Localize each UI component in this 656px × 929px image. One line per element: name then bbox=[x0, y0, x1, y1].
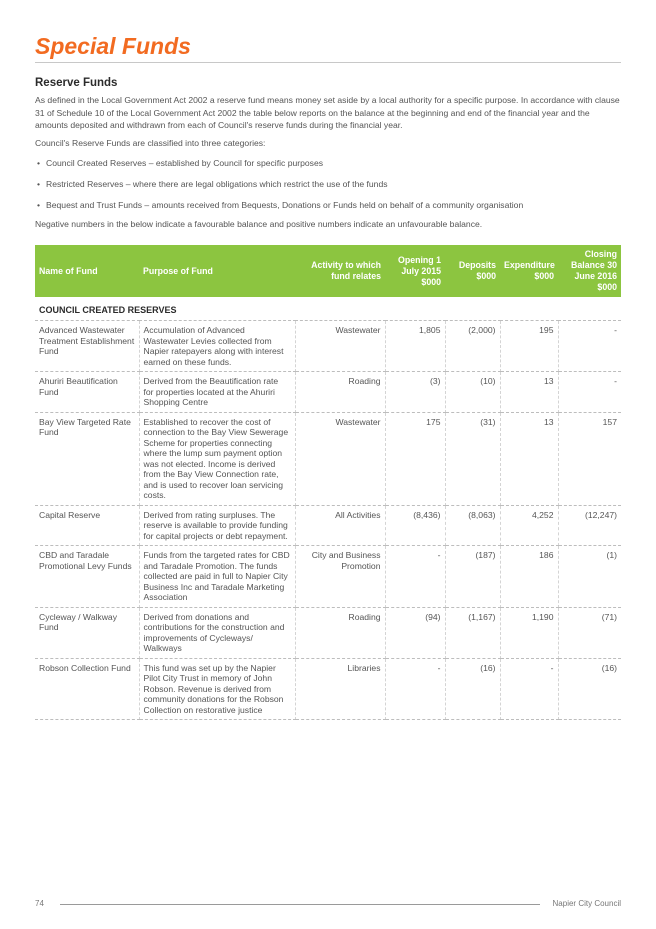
fund-closing: (12,247) bbox=[558, 505, 621, 546]
fund-activity: City and Business Promotion bbox=[295, 546, 385, 608]
reserve-funds-table bbox=[35, 245, 621, 720]
fund-deposits: (187) bbox=[445, 546, 500, 608]
bullet-text: Restricted Reserves – where there are legal obligations which restrict the use of the funds bbox=[46, 179, 388, 189]
fund-closing: - bbox=[558, 372, 621, 413]
table-row bbox=[35, 546, 621, 608]
col-header-expenditure: Expenditure $000 bbox=[500, 245, 558, 297]
footer-divider bbox=[60, 904, 540, 905]
fund-purpose: Derived from donations and contributions for the construction and improvements of Cycleways/ Walkways bbox=[139, 607, 295, 658]
bullet-item bbox=[37, 199, 606, 211]
fund-deposits: (2,000) bbox=[445, 321, 500, 372]
fund-purpose: This fund was set up by the Napier Pilot City Trust in memory of John Robson. Revenue is derived from community donations for the Robson Collection on restorative justice bbox=[139, 658, 295, 720]
fund-purpose: Accumulation of Advanced Wastewater Levies collected from Napier ratepayers along with interest earned on these funds. bbox=[139, 321, 295, 372]
fund-purpose: Derived from rating surpluses. The reserve is available to provide funding for capital projects or debt repayment. bbox=[139, 505, 295, 546]
section-heading: Reserve Funds bbox=[35, 77, 118, 89]
fund-activity: Roading bbox=[295, 372, 385, 413]
table-row bbox=[35, 372, 621, 413]
fund-opening: - bbox=[385, 546, 445, 608]
fund-opening: 1,805 bbox=[385, 321, 445, 372]
table-row bbox=[35, 321, 621, 372]
fund-purpose: Funds from the targeted rates for CBD and Taradale Promotion. The funds collected are paid in full to Napier City Business Inc and Taradale Marketing Association bbox=[139, 546, 295, 608]
sign-convention-note: Negative numbers in the below indicate a favourable balance and positive numbers indicate an unfavourable balance. bbox=[35, 219, 483, 229]
fund-closing: - bbox=[558, 321, 621, 372]
fund-opening: (8,436) bbox=[385, 505, 445, 546]
section-label: COUNCIL CREATED RESERVES bbox=[35, 297, 621, 321]
bullet-icon: • bbox=[37, 158, 41, 168]
col-header-deposits: Deposits $000 bbox=[445, 245, 500, 297]
fund-name: Advanced Wastewater Treatment Establishment Fund bbox=[35, 321, 139, 372]
fund-deposits: (31) bbox=[445, 412, 500, 505]
fund-name: Ahuriri Beautification Fund bbox=[35, 372, 139, 413]
fund-activity: Wastewater bbox=[295, 412, 385, 505]
fund-closing: (71) bbox=[558, 607, 621, 658]
bullet-text: Council Created Reserves – established by Council for specific purposes bbox=[46, 158, 324, 168]
fund-activity: All Activities bbox=[295, 505, 385, 546]
fund-expenditure: 195 bbox=[500, 321, 558, 372]
fund-expenditure: 13 bbox=[500, 372, 558, 413]
intro-paragraph: As defined in the Local Government Act 2002 a reserve fund means money set aside by a local authority for a specific purpose. In accordance with clause 31 of Schedule 10 of the Local Government Act 2002 the table below reports on the balance at the beginning and end of the financial year and the amounts deposited and withdrawn from each of Council's reserve funds during the financial year. bbox=[35, 95, 620, 130]
fund-expenditure: 1,190 bbox=[500, 607, 558, 658]
bullet-item bbox=[37, 157, 606, 169]
fund-deposits: (10) bbox=[445, 372, 500, 413]
fund-closing: (16) bbox=[558, 658, 621, 720]
fund-opening: 175 bbox=[385, 412, 445, 505]
fund-activity: Wastewater bbox=[295, 321, 385, 372]
col-header-closing: Closing Balance 30 June 2016 $000 bbox=[558, 245, 621, 297]
fund-opening: - bbox=[385, 658, 445, 720]
fund-activity: Libraries bbox=[295, 658, 385, 720]
col-header-purpose: Purpose of Fund bbox=[139, 245, 295, 297]
fund-expenditure: 13 bbox=[500, 412, 558, 505]
fund-closing: 157 bbox=[558, 412, 621, 505]
footer-org: Napier City Council bbox=[552, 899, 621, 908]
table-row bbox=[35, 412, 621, 505]
fund-opening: (94) bbox=[385, 607, 445, 658]
bullet-icon: • bbox=[37, 179, 41, 189]
table-header-row bbox=[35, 245, 621, 297]
fund-expenditure: - bbox=[500, 658, 558, 720]
fund-expenditure: 4,252 bbox=[500, 505, 558, 546]
fund-name: Bay View Targeted Rate Fund bbox=[35, 412, 139, 505]
fund-deposits: (1,167) bbox=[445, 607, 500, 658]
fund-purpose: Derived from the Beautification rate for properties located at the Ahuriri Shopping Centre bbox=[139, 372, 295, 413]
bullet-item bbox=[37, 178, 606, 190]
fund-name: CBD and Taradale Promotional Levy Funds bbox=[35, 546, 139, 608]
fund-purpose: Established to recover the cost of connection to the Bay View Sewerage Scheme for properties connecting where the lump sum payment option was not elected. Income is derived from the Bay View Connection rate, and is used to recover loan servicing costs. bbox=[139, 412, 295, 505]
fund-closing: (1) bbox=[558, 546, 621, 608]
page-number: 74 bbox=[35, 899, 44, 908]
fund-deposits: (16) bbox=[445, 658, 500, 720]
fund-name: Robson Collection Fund bbox=[35, 658, 139, 720]
col-header-name: Name of Fund bbox=[35, 245, 139, 297]
title-divider bbox=[35, 62, 621, 63]
fund-expenditure: 186 bbox=[500, 546, 558, 608]
fund-name: Capital Reserve bbox=[35, 505, 139, 546]
table-row bbox=[35, 607, 621, 658]
table-row bbox=[35, 505, 621, 546]
bullet-icon: • bbox=[37, 200, 41, 210]
fund-deposits: (8,063) bbox=[445, 505, 500, 546]
fund-opening: (3) bbox=[385, 372, 445, 413]
col-header-opening: Opening 1 July 2015 $000 bbox=[385, 245, 445, 297]
bullet-text: Bequest and Trust Funds – amounts received from Bequests, Donations or Funds held on behalf of a community organisation bbox=[46, 200, 524, 210]
section-row bbox=[35, 297, 621, 321]
fund-activity: Roading bbox=[295, 607, 385, 658]
page-title: Special Funds bbox=[35, 33, 191, 59]
classification-text: Council's Reserve Funds are classified into three categories: bbox=[35, 138, 266, 148]
table-row bbox=[35, 658, 621, 720]
fund-name: Cycleway / Walkway Fund bbox=[35, 607, 139, 658]
col-header-activity: Activity to which fund relates bbox=[295, 245, 385, 297]
